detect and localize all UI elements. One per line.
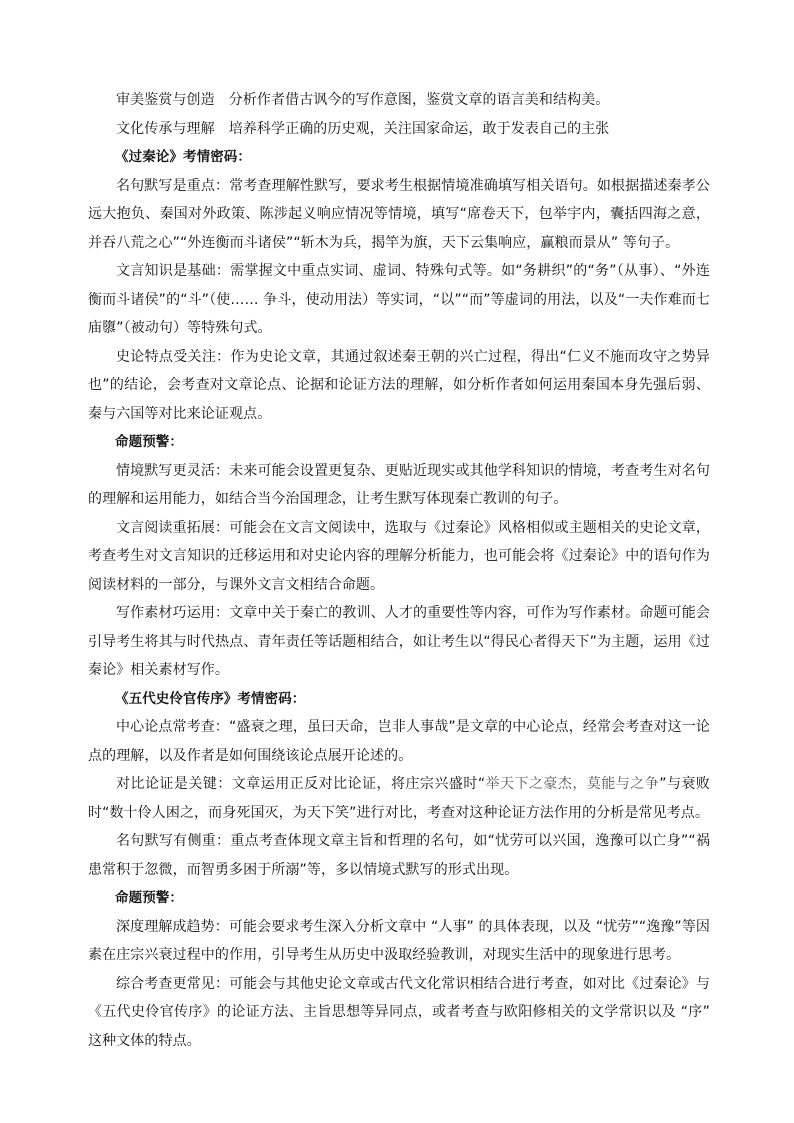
warning-heading: 命题预警：	[115, 890, 183, 906]
goal-culture	[88, 115, 710, 144]
section-heading-lingguanzhuan: 《五代史伶官传序》考情密码：	[115, 690, 306, 707]
goal-desc: 分析作者借古讽今的写作意图，鉴赏文章的语言美和结构美。	[228, 92, 610, 108]
paragraph: 综合考查更常见：可能会与其他史论文章或古代文化常识相结合进行考查，如对比《过秦论》与《五代史伶官传序》的论证方法、主旨思想等异同点，或者考查与欧阳修相关的文学常识以及 “序” 这种文体的特点。	[88, 975, 710, 1049]
section-heading-guoqinlun: 《过秦论》考情密码：	[115, 149, 251, 165]
paragraph: 文言阅读重拓展：可能会在文言文阅读中，选取与《过秦论》风格相似或主题相关的史论文章，考查考生对文言知识的迁移运用和对史论内容的理解分析能力，也可能会将《过秦论》中的语句作为阅读材料的一部分，与课外文言文相结合命题。	[88, 519, 710, 593]
goal-desc: 培养科学正确的历史观，关注国家命运，敢于发表自己的主张	[228, 120, 610, 137]
text-run: ”与衰败时“数十伶人困之，而身死国灭，为天下笑”进行对比，考查对这种论证方法作用的分析是常见考点。	[88, 776, 710, 821]
goal-name: 文化传承与理解	[116, 120, 215, 137]
paragraph: 深度理解成趋势：可能会要求考生深入分析文章中 “人事” 的具体表现，以及 “忧劳”“逸豫”等因素在庄宗兴衰过程中的作用，引导考生从历史中汲取经验教训，对现实生活中的现象进行思考。	[88, 918, 710, 963]
paragraph: 中心论点常考查：“盛衰之理，虽曰天命，岂非人事哉”是文章的中心论点，经常会考查对这一论点的理解，以及作者是如何围绕该论点展开论述的。	[88, 719, 710, 764]
goal-aesthetic	[88, 86, 710, 115]
paragraph: 名句默写是重点：常考查理解性默写，要求考生根据情境准确填写相关语句。如根据描述秦孝公远大抱负、秦国对外政策、陈涉起义响应情况等情境，填写“席卷天下，包举宇内，囊括四海之意，并吞八荒之心”“外连衡而斗诸侯”“斩木为兵，揭竿为旗，天下云集响应，赢粮而景从” 等句子。	[88, 177, 710, 251]
paragraph	[88, 770, 710, 827]
warning-heading: 命题预警：	[115, 434, 183, 450]
document-body	[88, 86, 710, 1055]
paragraph: 史论特点受关注：作为史论文章，其通过叙述秦王朝的兴亡过程，得出“仁义不施而攻守之势异也”的结论，会考查对文章论点、论据和论证方法的理解，如分析作者如何运用秦国本身先强后弱、秦与六国等对比来论证观点。	[88, 348, 710, 422]
quote-run: 举天下之豪杰，莫能与之争	[485, 776, 660, 792]
text-run: 对比论证是关键：文章运用正反对比论证，将庄宗兴盛时“	[116, 776, 486, 792]
paragraph: 情境默写更灵活：未来可能会设置更复杂、更贴近现实或其他学科知识的情境，考查考生对名句的理解和运用能力，如结合当今治国理念，让考生默写体现秦亡教训的句子。	[88, 462, 710, 507]
paragraph: 写作素材巧运用：文章中关于秦亡的教训、人才的重要性等内容，可作为写作素材。命题可能会引导考生将其与时代热点、青年责任等话题相结合，如让考生以“得民心者得天下”为主题，运用《过秦论》相关素材写作。	[88, 605, 710, 678]
paragraph: 名句默写有侧重：重点考查体现文章主旨和哲理的名句，如“忧劳可以兴国，逸豫可以亡身”“祸患常积于忽微，而智勇多困于所溺”等，多以情境式默写的形式出现。	[88, 833, 710, 878]
goal-name: 审美鉴赏与创造	[116, 92, 215, 108]
paragraph: 文言知识是基础：需掌握文中重点实词、虚词、特殊句式等。如“务耕织”的“务”（从事）、“外连衡而斗诸侯”的“斗”（使…… 争斗，使动用法）等实词，“以”“而”等虚词的用法，以及“一夫作难而七庙隳”（被动句）等特殊句式。	[88, 263, 710, 336]
